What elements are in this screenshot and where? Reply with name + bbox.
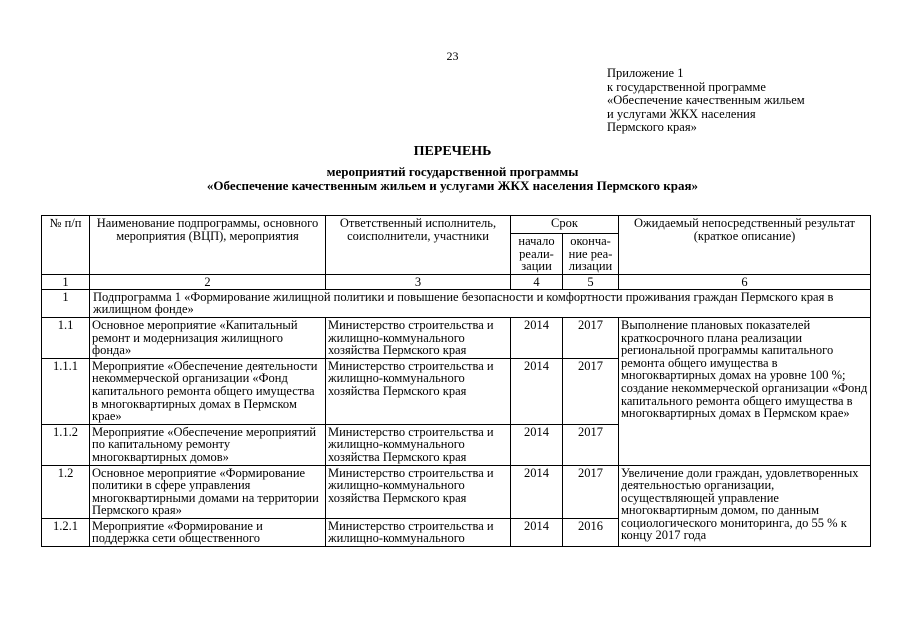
row-executor: Министерство строительства и жилищно-коммунального — [326, 518, 511, 546]
subprogram-row — [42, 289, 871, 317]
header-term: Срок — [511, 216, 619, 234]
column-number-row — [42, 274, 871, 289]
row-executor: Министерство строительства и жилищно-коммунального хозяйства Пермского края — [326, 424, 511, 465]
subtitle-line: «Обеспечение качественным жильем и услугами ЖКХ населения Пермского края» — [206, 178, 699, 193]
table-row — [42, 317, 871, 358]
row-name: Мероприятие «Обеспечение мероприятий по капитальному ремонту многоквартирных домов» — [90, 424, 326, 465]
appendix-line: Пермского края» — [607, 120, 697, 135]
row-end: 2017 — [563, 358, 619, 424]
row-start: 2014 — [511, 465, 563, 518]
appendix-line: и услугами ЖКХ населения — [607, 106, 756, 121]
row-result: Увеличение доли граждан, удовлетворенных деятельностью организации, осуществляющей управление многоквартирным домом, по данным социологического мониторинга, до 55 % к концу 2017 года — [619, 465, 871, 547]
row-start: 2014 — [511, 317, 563, 358]
appendix-line: Приложение 1 — [607, 66, 684, 80]
subprogram-text: Подпрограмма 1 «Формирование жилищной политики и повышение безопасности и комфортности проживания граждан Пермского края в жилищном фонде» — [90, 289, 871, 317]
row-start: 2014 — [511, 424, 563, 465]
activities-table — [41, 215, 871, 547]
header-start: начало реали-зации — [511, 234, 563, 275]
row-name: Мероприятие «Формирование и поддержка сети общественного — [90, 518, 326, 546]
row-num: 1 — [42, 289, 90, 317]
document-title: ПЕРЕЧЕНЬ — [413, 144, 492, 159]
row-result: Выполнение плановых показателей краткосрочного плана реализации региональной программы капитального ремонта общего имущества в многоквартирных домах на уровне 100 %; создание некоммерческой организации «Фонд капитального ремонта общего имущества в многоквартирных домах в Пермском крае» — [619, 317, 871, 465]
header-end: оконча-ние реа-лизации — [563, 234, 619, 275]
column-number: 3 — [326, 274, 511, 289]
row-num: 1.2.1 — [42, 518, 90, 546]
appendix-line: к государственной программе — [607, 79, 766, 94]
header-result: Ожидаемый непосредственный результат (краткое описание) — [619, 216, 871, 275]
column-number: 5 — [563, 274, 619, 289]
row-end: 2017 — [563, 424, 619, 465]
row-start: 2014 — [511, 518, 563, 546]
header-name: Наименование подпрограммы, основного мероприятия (ВЦП), мероприятия — [90, 216, 326, 275]
appendix-note — [607, 67, 805, 135]
document-subtitle — [0, 165, 905, 193]
row-name: Основное мероприятие «Формирование политики в сфере управления многоквартирными домами на территории Пермского края» — [90, 465, 326, 518]
row-name: Мероприятие «Обеспечение деятельности некоммерческой организации «Фонд капитального ремонта общего имущества в многоквартирных домах в Пермском крае» — [90, 358, 326, 424]
page-number: 23 — [446, 49, 459, 63]
row-num: 1.1.1 — [42, 358, 90, 424]
subtitle-line: мероприятий государственной программы — [326, 164, 579, 179]
column-number: 6 — [619, 274, 871, 289]
header-num: № п/п — [42, 216, 90, 275]
column-number: 4 — [511, 274, 563, 289]
row-num: 1.1.2 — [42, 424, 90, 465]
row-end: 2017 — [563, 465, 619, 518]
header-executor: Ответственный исполнитель, соисполнители, участники — [326, 216, 511, 275]
row-executor: Министерство строительства и жилищно-коммунального хозяйства Пермского края — [326, 358, 511, 424]
appendix-line: «Обеспечение качественным жильем — [607, 93, 805, 108]
table-row — [42, 465, 871, 518]
row-end: 2017 — [563, 317, 619, 358]
row-end: 2016 — [563, 518, 619, 546]
column-number: 1 — [42, 274, 90, 289]
column-number: 2 — [90, 274, 326, 289]
row-executor: Министерство строительства и жилищно-коммунального хозяйства Пермского края — [326, 317, 511, 358]
row-num: 1.1 — [42, 317, 90, 358]
row-executor: Министерство строительства и жилищно-коммунального хозяйства Пермского края — [326, 465, 511, 518]
row-num: 1.2 — [42, 465, 90, 518]
row-name: Основное мероприятие «Капитальный ремонт и модернизация жилищного фонда» — [90, 317, 326, 358]
row-start: 2014 — [511, 358, 563, 424]
